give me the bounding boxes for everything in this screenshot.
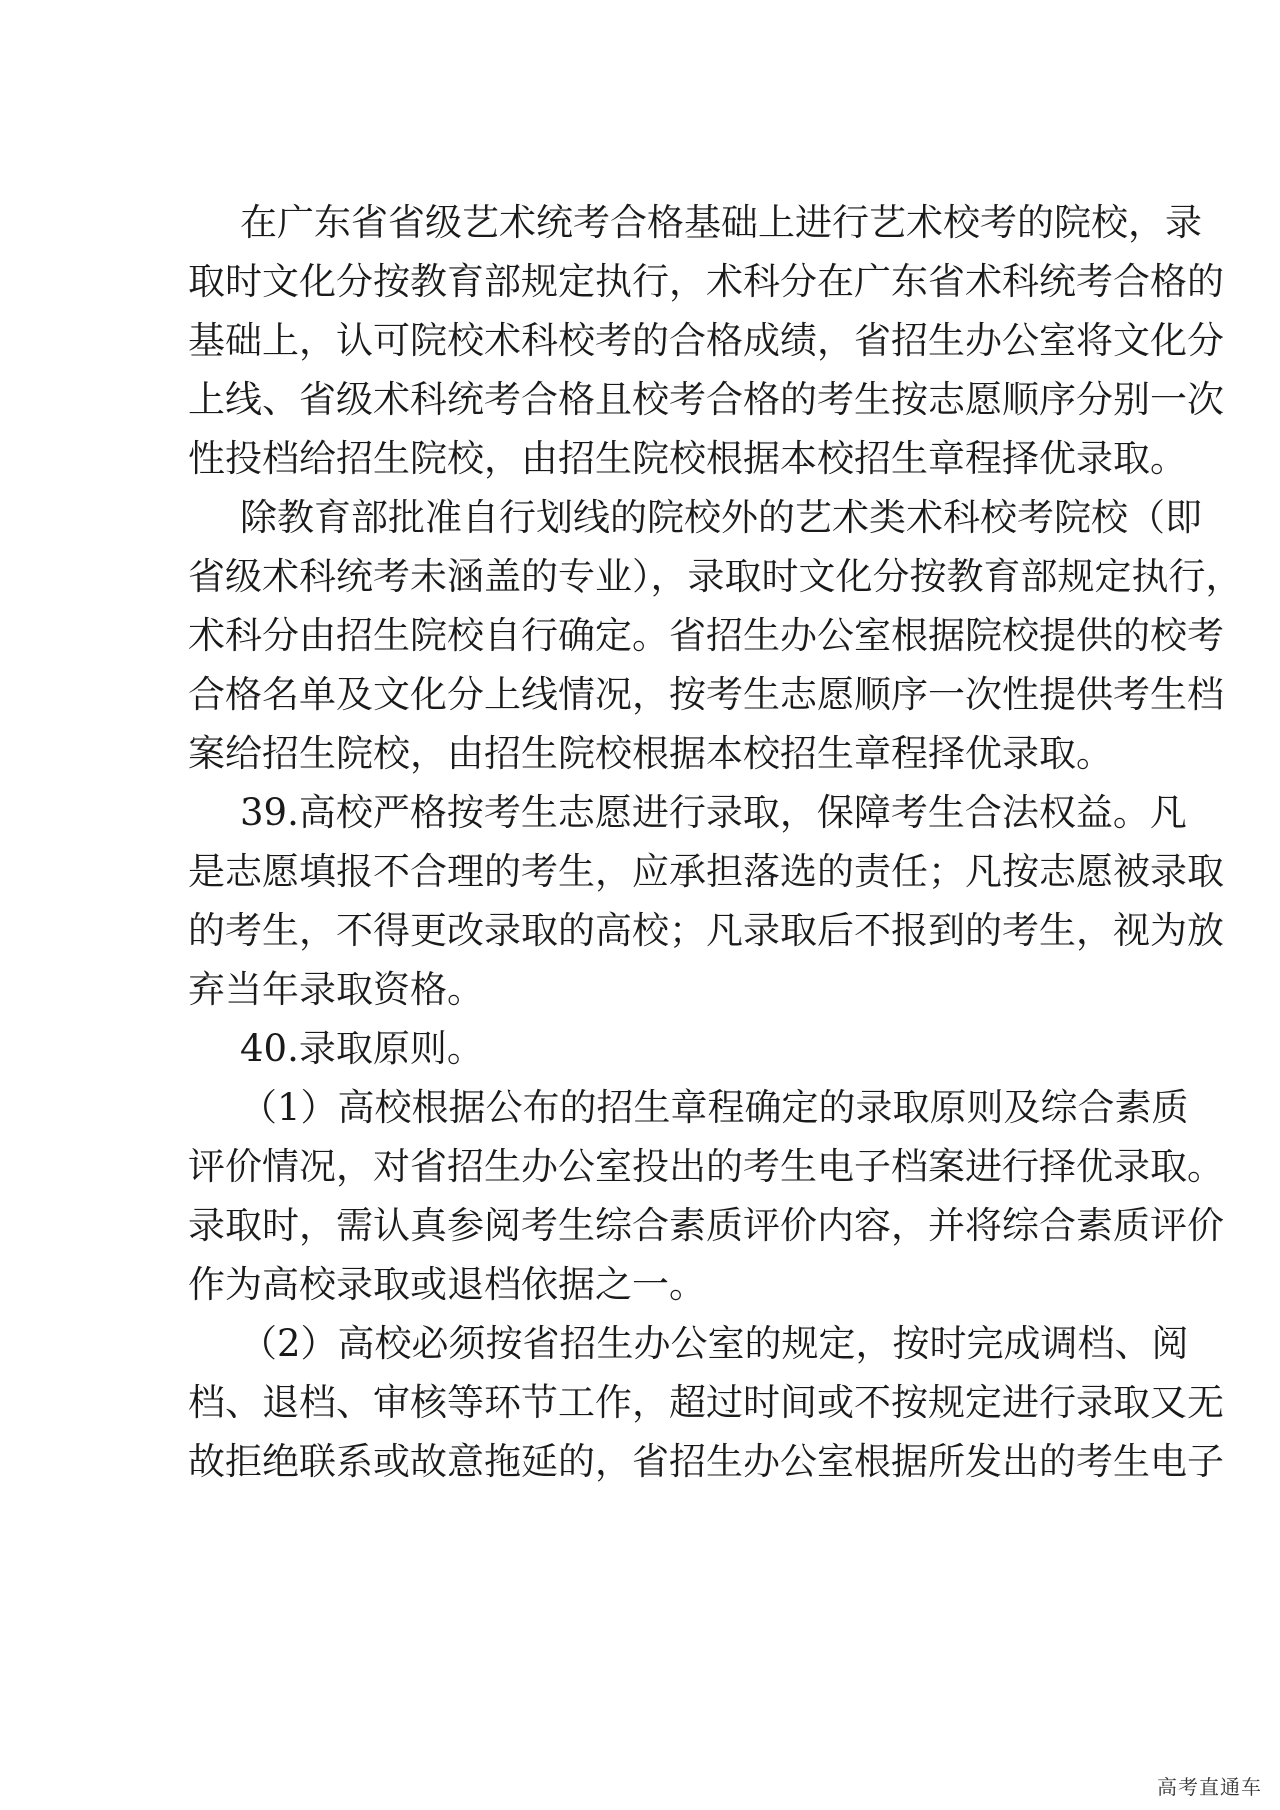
paragraph-line: 除教育部批准自行划线的院校外的艺术类术科校考院校（即 [240, 496, 1202, 539]
paragraph-line: 的考生，不得更改录取的高校；凡录取后不报到的考生，视为放 [188, 909, 1224, 952]
paragraph-line: 39.高校严格按考生志愿进行录取，保障考生合法权益。凡 [240, 791, 1187, 834]
paragraph-line: 录取时，需认真参阅考生综合素质评价内容，并将综合素质评价 [188, 1204, 1224, 1247]
paragraph-line: 术科分由招生院校自行确定。省招生办公室根据院校提供的校考 [188, 614, 1224, 657]
paragraph-line: 案给招生院校，由招生院校根据本校招生章程择优录取。 [188, 732, 1113, 775]
paragraph-line: （1）高校根据公布的招生章程确定的录取原则及综合素质 [240, 1086, 1189, 1129]
section-heading: 40.录取原则。 [240, 1027, 484, 1070]
paragraph-line: 作为高校录取或退档依据之一。 [188, 1263, 706, 1306]
paragraph-line: 合格名单及文化分上线情况，按考生志愿顺序一次性提供考生档 [188, 673, 1224, 716]
paragraph-line: 性投档给招生院校，由招生院校根据本校招生章程择优录取。 [188, 437, 1187, 480]
paragraph-line: 是志愿填报不合理的考生，应承担落选的责任；凡按志愿被录取 [188, 850, 1224, 893]
paragraph-line: 在广东省省级艺术统考合格基础上进行艺术校考的院校，录 [240, 201, 1202, 244]
paragraph-line: 档、退档、审核等环节工作，超过时间或不按规定进行录取又无 [188, 1381, 1224, 1424]
paragraph-line: （2）高校必须按省招生办公室的规定，按时完成调档、阅 [240, 1322, 1189, 1365]
paragraph-line: 上线、省级术科统考合格且校考合格的考生按志愿顺序分别一次 [188, 378, 1224, 421]
paragraph-line: 评价情况，对省招生办公室投出的考生电子档案进行择优录取。 [188, 1145, 1224, 1188]
paragraph-line: 基础上，认可院校术科校考的合格成绩，省招生办公室将文化分 [188, 319, 1224, 362]
paragraph-line: 弃当年录取资格。 [188, 968, 484, 1011]
watermark-text: 高考直通车 [1157, 1775, 1262, 1799]
paragraph-line: 取时文化分按教育部规定执行，术科分在广东省术科统考合格的 [188, 260, 1224, 303]
paragraph-line: 省级术科统考未涵盖的专业），录取时文化分按教育部规定执行， [188, 555, 1243, 598]
paragraph-line: 故拒绝联系或故意拖延的，省招生办公室根据所发出的考生电子 [188, 1440, 1224, 1483]
